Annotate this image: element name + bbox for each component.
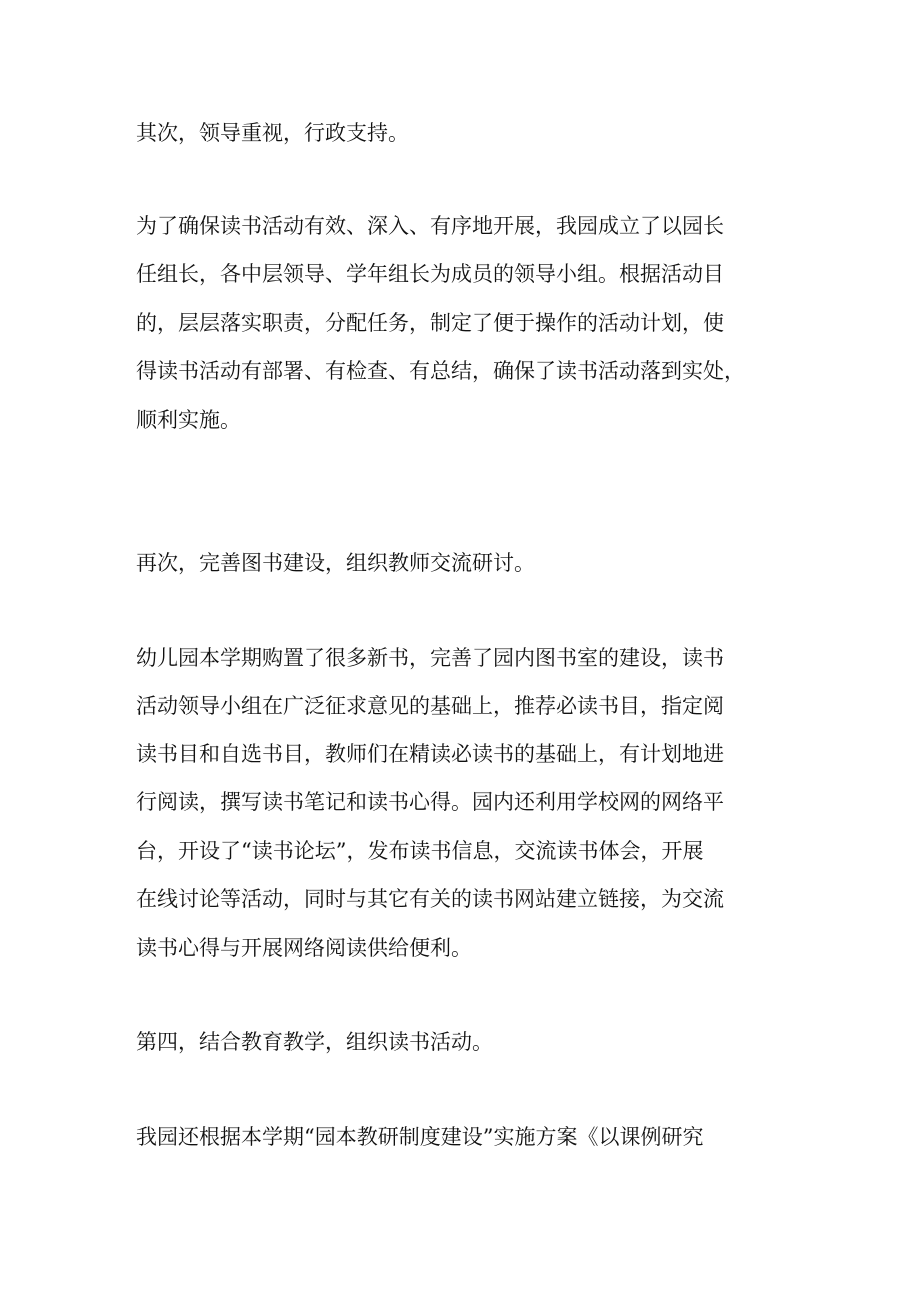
paragraph-line: 顺利实施。 — [136, 408, 241, 432]
paragraph-line: 台，开设了“读书论坛”，发布读书信息，交流读书体会，开展 — [136, 839, 704, 863]
paragraph-line: 任组长，各中层领导、学年组长为成员的领导小组。根据活动目 — [136, 262, 724, 286]
paragraph-line: 在线讨论等活动，同时与其它有关的读书网站建立链接，为交流 — [136, 887, 724, 911]
paragraph-line: 幼儿园本学期购置了很多新书，完善了园内图书室的建设，读书 — [136, 646, 724, 670]
paragraph-line: 其次，领导重视，行政支持。 — [136, 121, 409, 145]
paragraph-line: 活动领导小组在广泛征求意见的基础上，推荐必读书目，指定阅 — [136, 694, 724, 718]
paragraph-line: 再次，完善图书建设，组织教师交流研讨。 — [136, 551, 535, 575]
paragraph-line: 得读书活动有部署、有检查、有总结，确保了读书活动落到实处， — [136, 359, 745, 383]
paragraph-line: 为了确保读书活动有效、深入、有序地开展，我园成立了以园长 — [136, 214, 724, 238]
paragraph-line: 的，层层落实职责，分配任务，制定了便于操作的活动计划，使 — [136, 311, 724, 335]
paragraph-line: 第四，结合教育教学，组织读书活动。 — [136, 1030, 493, 1054]
paragraph-line: 我园还根据本学期“园本教研制度建设”实施方案《以课例研究 — [136, 1125, 704, 1149]
paragraph-line: 行阅读，撰写读书笔记和读书心得。园内还利用学校网的网络平 — [136, 790, 724, 814]
paragraph-line: 读书目和自选书目，教师们在精读必读书的基础上，有计划地进 — [136, 742, 724, 766]
paragraph-line: 读书心得与开展网络阅读供给便利。 — [136, 936, 472, 960]
